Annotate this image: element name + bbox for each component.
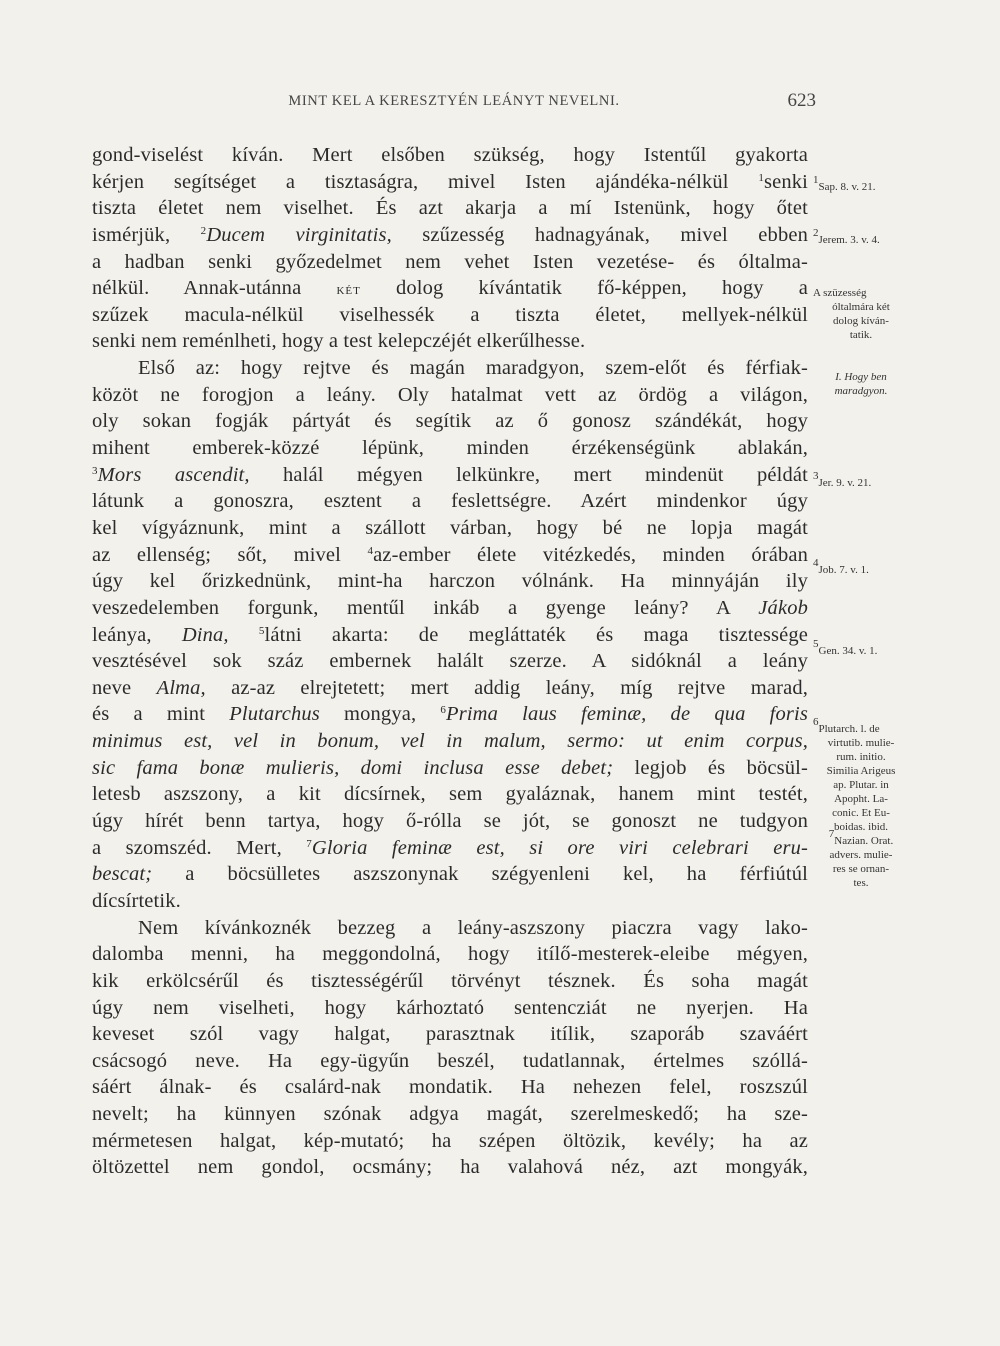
text-span <box>229 624 259 646</box>
text-line <box>92 675 808 702</box>
text-span: legjob és böcsül- <box>613 756 808 779</box>
footnote-marker: 4 <box>813 557 819 569</box>
text-span: nélkül. Annak-utánna <box>92 277 337 300</box>
text-span: conic. Et Eu- <box>832 807 890 819</box>
margin-note-line <box>813 174 995 194</box>
text-span: vesztésével sok száz embernek halált szerze. A sidóknál a leány <box>92 650 808 673</box>
main-text <box>92 142 808 1181</box>
italic-text: Plutarchus <box>229 703 320 726</box>
text-line <box>92 542 808 569</box>
text-span: Plutarch. l. de <box>818 723 880 735</box>
text-span: oly sokan fogják pártyát és segítik az ő gonosz szándékát, hogy <box>92 410 808 433</box>
text-span: dolog kíván- <box>833 315 889 327</box>
text-span: leánya, <box>92 623 182 646</box>
text-span: és a mint <box>92 703 230 726</box>
italic-text: bescat; <box>92 863 153 886</box>
text-line <box>92 382 808 409</box>
text-span: Sap. 8. v. 21. <box>818 181 876 193</box>
margin-note-line <box>813 876 909 890</box>
footnote-marker: 4 <box>367 544 374 557</box>
text-line <box>92 1074 808 1101</box>
text-span: virtutib. mulie- <box>827 737 895 749</box>
italic-text: I. Hogy ben <box>835 371 887 383</box>
text-span: Jer. 9. v. 21. <box>818 477 872 489</box>
text-line <box>92 169 808 196</box>
italic-text: Gloria feminæ est, si ore viri celebrari eru- <box>311 836 808 859</box>
italic-text: minimus est, vel in bonum, vel in malum, sermo: ut enim corpus, <box>92 730 808 753</box>
text-line <box>92 808 808 835</box>
footnote-marker: 7 <box>306 837 312 850</box>
margin-note <box>813 227 995 247</box>
margin-note <box>813 286 995 342</box>
italic-text: maradgyon. <box>834 385 888 397</box>
margin-note-line <box>813 227 995 247</box>
footnote-marker: 5 <box>258 624 265 637</box>
text-span: Első az: hogy rejtve és magán maradgyon, szem-előt és férfiak- <box>138 357 808 380</box>
text-line <box>92 835 808 862</box>
text-span: Job. 7. v. 1. <box>818 564 869 576</box>
text-line <box>92 622 808 649</box>
text-span: keveset szól vagy halgat, parasztnak itílik, szaporáb szaváért <box>92 1023 808 1046</box>
margin-note-line <box>813 638 995 658</box>
italic-text: sic fama bonæ mulieris, domi inclusa esse debet; <box>92 756 614 779</box>
margin-note-line <box>813 286 909 300</box>
text-span: tiszta életet nem viselhet. És azt akarja a mí Istenünk, hogy őtet <box>92 197 808 220</box>
footnote-marker: 6 <box>440 704 447 717</box>
text-line <box>92 195 808 222</box>
italic-text: Dina, <box>181 623 229 646</box>
text-span: az ellenség; sőt, mivel <box>92 543 368 566</box>
footnote-marker: 2 <box>813 227 819 239</box>
text-line <box>92 408 808 435</box>
text-span: csácsogó neve. Ha egy-ügyűn beszél, tudatlannak, értelmes szóllá- <box>92 1049 808 1072</box>
footnote-marker: 3 <box>92 464 98 477</box>
text-span: boidas. ibid. <box>833 821 889 833</box>
text-line <box>92 355 808 382</box>
text-span: halál mégyen lelkünkre, mert mindenüt példát <box>249 463 808 486</box>
text-line <box>92 1048 808 1075</box>
text-span: úgy nem viselheti, hogy kárhoztató sentencziát ne nyerjen. Ha <box>92 996 808 1019</box>
text-span: közöt ne forogjon a leány. Oly hatalmat vett az ördög a világon, <box>92 383 808 406</box>
page-header <box>92 90 816 116</box>
text-span: Apopht. La- <box>834 793 888 805</box>
text-line <box>92 701 808 728</box>
margin-note-line <box>813 370 909 384</box>
text-span: az-ember élete vitézkedés, minden órában <box>373 543 808 566</box>
text-span: tatik. <box>849 329 873 341</box>
margin-note <box>813 370 995 398</box>
text-span: Gen. 34. v. 1. <box>818 645 878 657</box>
footnote-marker: 7 <box>828 828 835 840</box>
text-span: Similia Arigeus <box>826 765 896 777</box>
text-span: a hadban senki győzedelmet nem vehet Isten vezetése- és óltalma- <box>92 250 808 273</box>
text-span: A szüzesség <box>813 287 867 299</box>
text-span: sáért álnak- és csalárd-nak mondatik. Ha nehezen felel, roszszúl <box>92 1076 808 1099</box>
small-caps-text: két <box>336 281 361 299</box>
margin-note-line <box>813 300 909 314</box>
text-span: mongya, <box>319 703 441 726</box>
page-number: 623 <box>787 90 816 111</box>
text-span: az-az elrejtetett; mert addig leány, míg rejtve marad, <box>205 676 809 699</box>
text-span: ismérjük, <box>92 223 201 246</box>
text-line <box>92 968 808 995</box>
text-line <box>92 1154 808 1181</box>
margin-note-line <box>813 820 909 834</box>
text-line <box>92 861 808 888</box>
margin-note <box>813 470 995 490</box>
text-span: senki nem reménlheti, hogy a test kelepczéjét elkerűlhesse. <box>92 330 586 353</box>
margin-note <box>813 638 995 658</box>
margin-note-line <box>813 792 909 806</box>
text-span: dalomba menni, ha meggondolná, hogy itílő-mesterek-eleibe mégyen, <box>92 943 808 966</box>
running-title: MINT KEL A KERESZTYÉN LEÁNYT NEVELNI. <box>288 93 620 109</box>
text-span: látunk a gonoszra, esztent a feslettségre. Azért mindenkor úgy <box>92 490 808 513</box>
text-span: ap. Plutar. in <box>833 779 889 791</box>
text-line <box>92 249 808 276</box>
text-span: úgy hírét benn tartya, hogy ő-rólla se jót, se gonoszt ne tudgyon <box>92 810 808 833</box>
text-line <box>92 515 808 542</box>
text-line <box>92 142 808 169</box>
margin-note-line <box>813 806 909 820</box>
text-span: advers. mulie- <box>829 849 893 861</box>
margin-note <box>813 174 995 194</box>
text-span: mérmetesen halgat, kép-mutató; ha szépen öltözik, kevély; ha az <box>92 1129 808 1152</box>
text-span: kel vígyáznunk, mint a szállott várban, hogy bé ne lopja magát <box>92 516 808 539</box>
margin-note-line <box>813 736 909 750</box>
margin-note-line <box>813 314 909 328</box>
text-span: kérjen segítséget a tisztaságra, mivel Isten ajándéka-nélkül <box>92 170 759 193</box>
text-line <box>92 995 808 1022</box>
text-line <box>92 462 808 489</box>
text-span: Jerem. 3. v. 4. <box>818 234 880 246</box>
text-line <box>92 888 808 915</box>
margin-note <box>813 716 995 890</box>
text-span: letesb aszszony, a kit dícsírnek, sem gyaláznak, hanem mint testét, <box>92 783 808 806</box>
text-span: dolog kívántatik fő-képpen, hogy a <box>360 277 808 300</box>
text-span: dícsírtetik. <box>92 889 181 912</box>
footnote-marker: 1 <box>813 174 819 186</box>
text-span: szűzek macula-nélkül viselhessék a tiszta életet, mellyek-nélkül <box>92 303 808 326</box>
margin-note-line <box>813 778 909 792</box>
text-span: szűzesség hadnagyának, mivel ebben <box>391 223 808 246</box>
margin-note-line <box>813 384 909 398</box>
margin-note-line <box>813 328 909 342</box>
text-line <box>92 755 808 782</box>
text-line <box>92 1101 808 1128</box>
text-span: Nazian. Orat. <box>834 835 894 847</box>
text-span: senki <box>763 170 808 193</box>
text-line <box>92 222 808 249</box>
text-line <box>92 302 808 329</box>
text-span: neve <box>92 676 157 699</box>
text-span: tes. <box>853 877 869 889</box>
margin-note-line <box>813 716 995 736</box>
text-span: res se ornan- <box>832 863 890 875</box>
text-span: öltözettel nem gondol, ocsmány; ha valahová néz, azt mongyák, <box>92 1156 808 1179</box>
margin-note-line <box>813 828 909 848</box>
text-line <box>92 941 808 968</box>
text-span: rum. initio. <box>836 751 886 763</box>
text-line <box>92 595 808 622</box>
text-span: mihent emberek-közzé lépünk, minden érzékenségünk ablakán, <box>92 437 808 460</box>
footnote-marker: 3 <box>813 470 819 482</box>
footnote-marker: 1 <box>758 171 764 184</box>
text-line <box>92 1021 808 1048</box>
text-span: a böcsülletes aszszonynak szégyenleni kel, ha férfiútúl <box>152 863 808 886</box>
margin-note-line <box>813 470 995 490</box>
text-span: látni akarta: de megláttaték és maga tisztessége <box>264 623 808 646</box>
italic-text: Ducem virginitatis, <box>206 223 392 246</box>
italic-text: Mors ascendit, <box>97 463 250 486</box>
margin-note-line <box>813 764 909 778</box>
margin-note-line <box>813 557 995 577</box>
italic-text: Prima laus feminæ, de qua foris <box>446 703 808 726</box>
margin-note-line <box>813 848 909 862</box>
footnote-marker: 6 <box>813 716 819 728</box>
text-line <box>92 648 808 675</box>
margin-note-line <box>813 862 909 876</box>
text-span: nevelt; ha künnyen szónak adgya magát, szerelmeskedő; ha sze- <box>92 1103 808 1126</box>
text-span: úgy kel őrizkednünk, mint-ha harczon vólnánk. Ha minnyáján ily <box>92 570 808 593</box>
text-line <box>92 435 808 462</box>
text-line <box>92 781 808 808</box>
text-span: a szomszéd. Mert, <box>92 836 307 859</box>
text-span: veszedelemben forgunk, mentűl inkáb a gyenge leány? A <box>92 596 759 619</box>
text-span: kik erkölcsérűl és tisztességérűl törvényt tésznek. És soha magát <box>92 969 808 992</box>
footnote-marker: 5 <box>813 638 819 650</box>
italic-text: Jákob <box>758 596 808 619</box>
text-line <box>92 488 808 515</box>
text-line <box>92 915 808 942</box>
margin-note <box>813 557 995 577</box>
text-line <box>92 275 808 302</box>
text-span: óltalmára két <box>832 301 890 313</box>
italic-text: Alma, <box>156 676 206 699</box>
text-span: gond-viselést kíván. Mert elsőben szükség, hogy Istentűl gyakorta <box>92 144 808 166</box>
text-line <box>92 328 808 355</box>
text-span: Nem kívánkoznék bezzeg a leány-aszszony piaczra vagy lako- <box>138 916 808 939</box>
text-line <box>92 1128 808 1155</box>
text-line <box>92 568 808 595</box>
margin-note-line <box>813 750 909 764</box>
footnote-marker: 2 <box>200 224 207 237</box>
text-line <box>92 728 808 755</box>
